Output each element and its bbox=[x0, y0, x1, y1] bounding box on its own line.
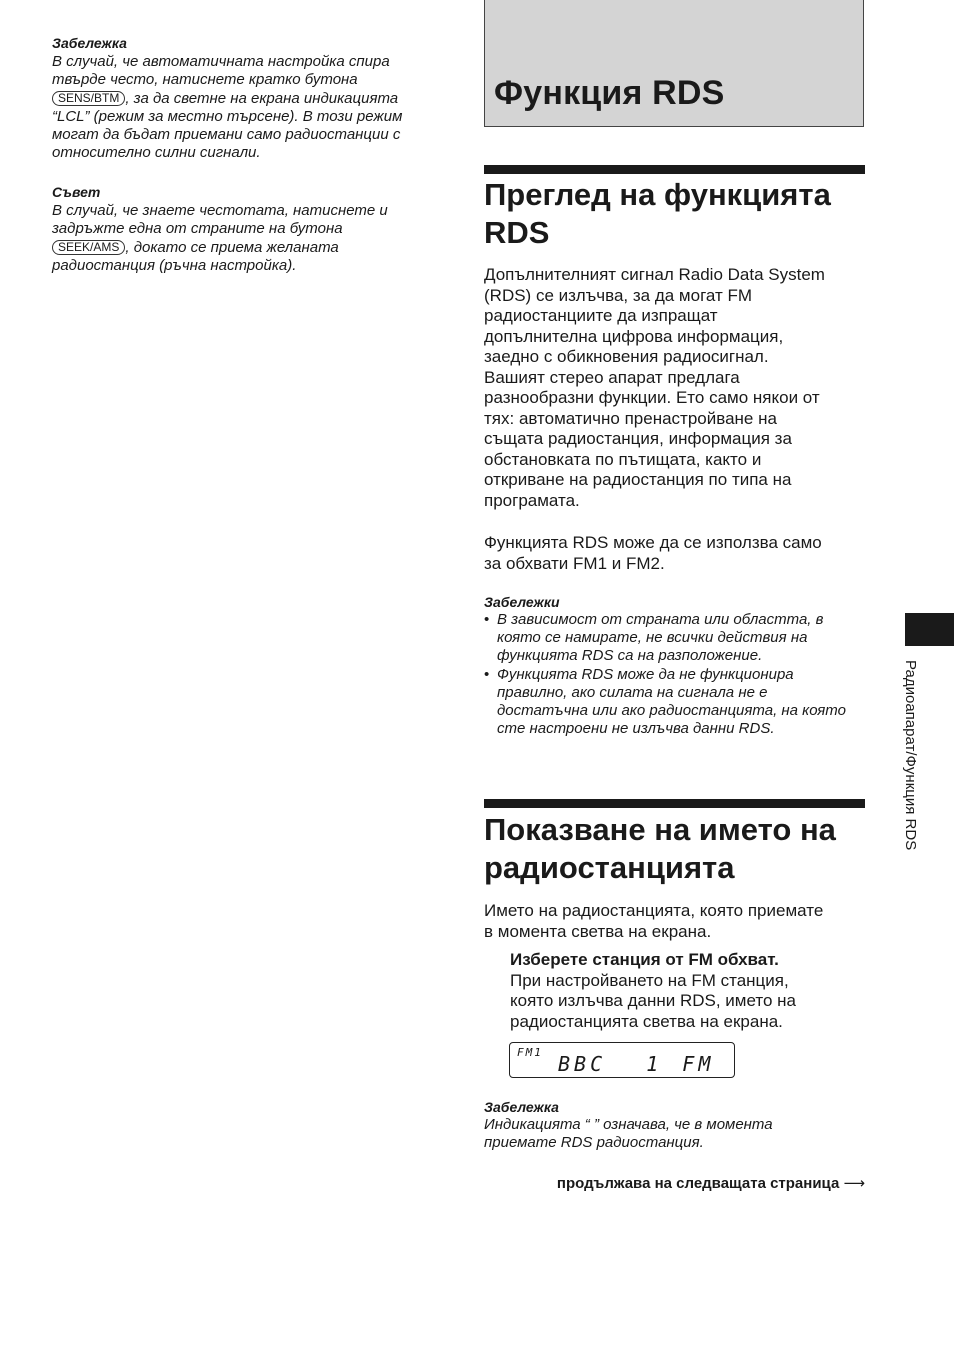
step-body: При настройването на FM станция, която излъчва данни RDS, името на радиостанцията светва на екрана. bbox=[510, 970, 796, 1031]
step-block bbox=[510, 950, 796, 1032]
chapter-title-box bbox=[484, 0, 864, 127]
note-text: В случай, че автоматичната настройка спира твърде често, натиснете кратко бутона SENS/BTM , за да светне на екрана индикацията “LCL” (режим за местно търсене). В този режим могат да бъдат приемани само радиостанции с относително силни сигнали. bbox=[52, 53, 403, 162]
step-title: Изберете станция от FM обхват. bbox=[510, 950, 779, 969]
display-station-name: BBC 1 FM bbox=[558, 1052, 715, 1076]
note-block bbox=[52, 35, 452, 163]
display-band: FM1 bbox=[517, 1046, 543, 1059]
indicator-note-title: Забележка bbox=[484, 1099, 559, 1115]
lcd-display bbox=[509, 1042, 735, 1078]
list-item: • Функцията RDS може да не функционира правилно, ако силата на сигнала не е достатъчна или ако радиостанцията, на която сте настроени не излъчва данни RDS. bbox=[484, 666, 864, 739]
sidebar-chapter-label: Радиоапарат/Функция RDS bbox=[902, 660, 919, 851]
chapter-title: Функция RDS bbox=[494, 74, 725, 112]
section-rule bbox=[484, 799, 865, 808]
tip-text: В случай, че знаете честотата, натиснете и задръжте една от страните на бутона SEEK/AMS , докато се приема желаната радиостанция (ръчна настройка). bbox=[52, 202, 388, 274]
tip-block bbox=[52, 184, 452, 275]
list-item: • В зависимост от страната или областта, в която се намирате, не всички действия на функцията RDS са на разположение. bbox=[484, 611, 864, 666]
notes-list bbox=[484, 611, 864, 738]
continue-text: продължава на следващата страница bbox=[556, 1175, 840, 1192]
sens-btm-button-label: SENS/BTM bbox=[52, 91, 125, 106]
note-title: Забележка bbox=[52, 35, 127, 51]
indicator-note: Забележка Индикацията “ ” означава, че в момента приемате RDS радиостанция. bbox=[484, 1099, 864, 1152]
seek-ams-button-label: SEEK/AMS bbox=[52, 240, 125, 255]
section-rule bbox=[484, 165, 865, 174]
continue-indicator bbox=[557, 1174, 865, 1192]
notes-block bbox=[484, 594, 864, 738]
section-heading-station-name: Показване на името на радиостанцията bbox=[484, 812, 836, 885]
chapter-tab-marker bbox=[905, 613, 954, 646]
tip-title: Съвет bbox=[52, 184, 101, 200]
bands-paragraph: Функцията RDS може да се използва само за обхвати FM1 и FM2. bbox=[484, 533, 822, 573]
overview-paragraph: Допълнителният сигнал Radio Data System (RDS) се излъчва, за да могат FM радиостанциите да изпращат допълнителна цифрова информация, заедно с обикновения радиосигнал. Вашият стерео апарат предлага разнообразни функции. Ето само някои от тях: автоматично пренастройване на същата радиостанция, информация за обстановката по пътищата, както и откриване на радиостанция по типа на програмата. bbox=[484, 265, 825, 510]
section-heading-overview: Преглед на функцията RDS bbox=[484, 177, 831, 250]
notes-title: Забележки bbox=[484, 594, 560, 610]
arrow-right-icon: ⟶ bbox=[843, 1175, 865, 1192]
station-name-intro: Името на радиостанцията, която приемате в момента светва на екрана. bbox=[484, 901, 824, 941]
